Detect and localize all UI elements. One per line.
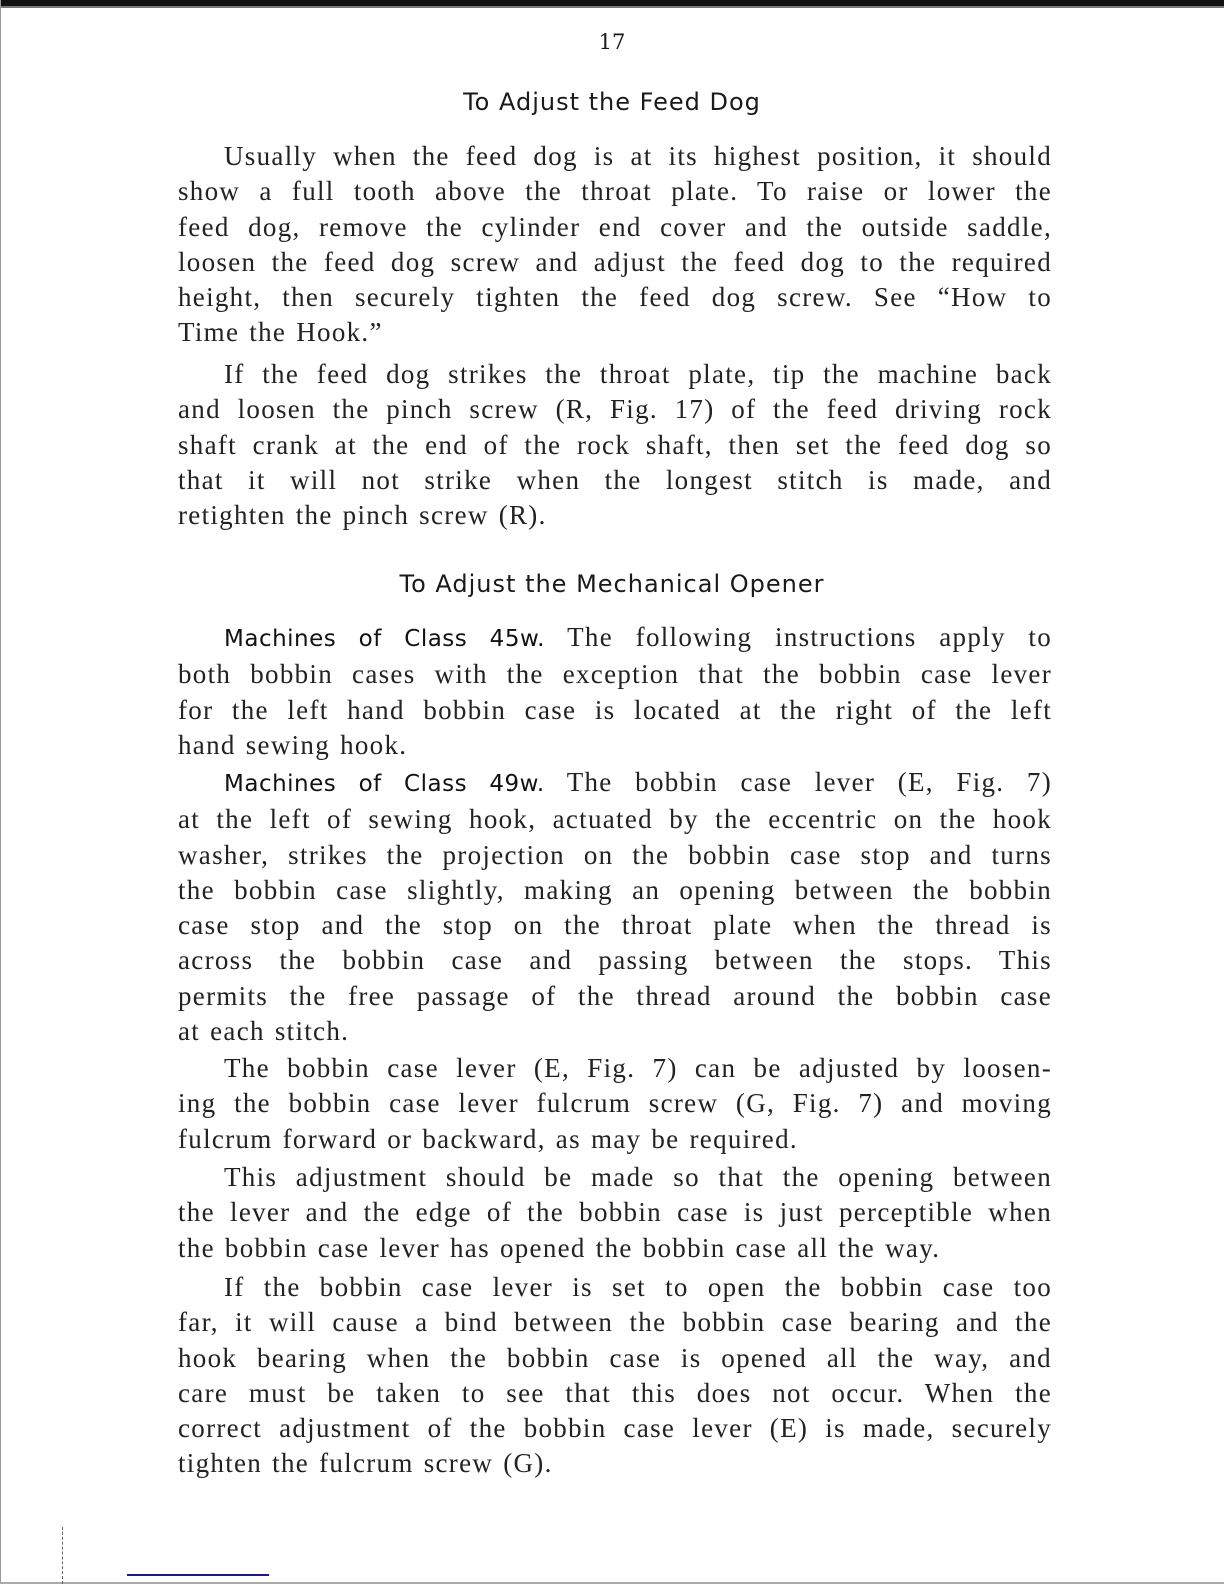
- text-line: fulcrum forward or backward, as may be required.: [178, 1123, 798, 1154]
- paragraph: [178, 765, 1052, 1049]
- scan-blue-mark: [127, 1574, 269, 1576]
- text-line: care must be taken to see that this does not occur. When the: [178, 1377, 1052, 1408]
- paragraph: [178, 1270, 1052, 1482]
- text-line: across the bobbin case and passing between the stops. This: [178, 945, 1052, 976]
- text-line: The bobbin case lever (E, Fig. 7) can be adjusted by loosen-: [224, 1053, 1052, 1083]
- paragraph: [178, 1160, 1052, 1266]
- line-text: The following instructions apply to: [544, 622, 1053, 652]
- text-line: the lever and the edge of the bobbin case is just perceptible when: [178, 1197, 1052, 1228]
- scan-left-edge: [0, 0, 1, 1584]
- text-line: This adjustment should be made so that the opening between: [224, 1162, 1052, 1192]
- text-line: hand sewing hook.: [178, 729, 408, 760]
- section-heading-mechanical-opener: To Adjust the Mechanical Opener: [399, 570, 825, 598]
- text-line: feed dog, remove the cylinder end cover and the outside saddle,: [178, 211, 1052, 242]
- text-line: both bobbin cases with the exception that the bobbin case lever: [178, 659, 1052, 690]
- paragraph: [178, 1051, 1052, 1157]
- scan-top-border-shadow: [0, 6, 1224, 8]
- page-number: 17: [598, 30, 626, 54]
- text-line: the bobbin case lever has opened the bobbin case all the way.: [178, 1232, 941, 1263]
- text-line: at each stitch.: [178, 1016, 350, 1047]
- text-line: that it will not strike when the longest stitch is made, and: [178, 464, 1052, 495]
- run-in-heading: Machines of Class 49w.: [224, 771, 545, 797]
- scan-margin-mark: [62, 1527, 63, 1584]
- text-line: If the bobbin case lever is set to open the bobbin case too: [224, 1272, 1052, 1302]
- text-line: [178, 765, 1052, 802]
- text-line: [178, 620, 1052, 657]
- paragraph: [178, 139, 1052, 351]
- text-line: correct adjustment of the bobbin case lever (E) is made, securely: [178, 1413, 1052, 1444]
- text-line: ing the bobbin case lever fulcrum screw (G, Fig. 7) and moving: [178, 1088, 1052, 1119]
- text-line: washer, strikes the projection on the bobbin case stop and turns: [178, 839, 1052, 870]
- text-line: tighten the fulcrum screw (G).: [178, 1448, 553, 1479]
- text-line: permits the free passage of the thread around the bobbin case: [178, 980, 1052, 1011]
- text-line: height, then securely tighten the feed dog screw. See “How to: [178, 282, 1052, 313]
- text-line: Usually when the feed dog is at its highest position, it should: [224, 141, 1052, 171]
- paragraph: [178, 620, 1052, 763]
- text-line: at the left of sewing hook, actuated by the eccentric on the hook: [178, 804, 1052, 835]
- line-text: The bobbin case lever (E, Fig. 7): [544, 767, 1052, 797]
- run-in-heading: Machines of Class 45w.: [224, 626, 545, 652]
- text-line: loosen the feed dog screw and adjust the feed dog to the required: [178, 246, 1052, 277]
- text-line: case stop and the stop on the throat plate when the thread is: [178, 910, 1052, 941]
- text-line: the bobbin case slightly, making an opening between the bobbin: [178, 874, 1052, 905]
- text-line: show a full tooth above the throat plate. To raise or lower the: [178, 176, 1052, 207]
- text-line: and loosen the pinch screw (R, Fig. 17) of the feed driving rock: [178, 394, 1052, 425]
- text-line: shaft crank at the end of the rock shaft, then set the feed dog so: [178, 429, 1052, 460]
- paragraph: [178, 357, 1052, 533]
- text-line: far, it will cause a bind between the bobbin case bearing and the: [178, 1307, 1052, 1338]
- text-line: Time the Hook.”: [178, 317, 383, 348]
- text-line: hook bearing when the bobbin case is opened all the way, and: [178, 1342, 1052, 1373]
- text-line: retighten the pinch screw (R).: [178, 500, 547, 531]
- section-heading-feed-dog: To Adjust the Feed Dog: [463, 88, 761, 116]
- text-line: for the left hand bobbin case is located at the right of the left: [178, 694, 1052, 725]
- text-line: If the feed dog strikes the throat plate, tip the machine back: [224, 359, 1052, 389]
